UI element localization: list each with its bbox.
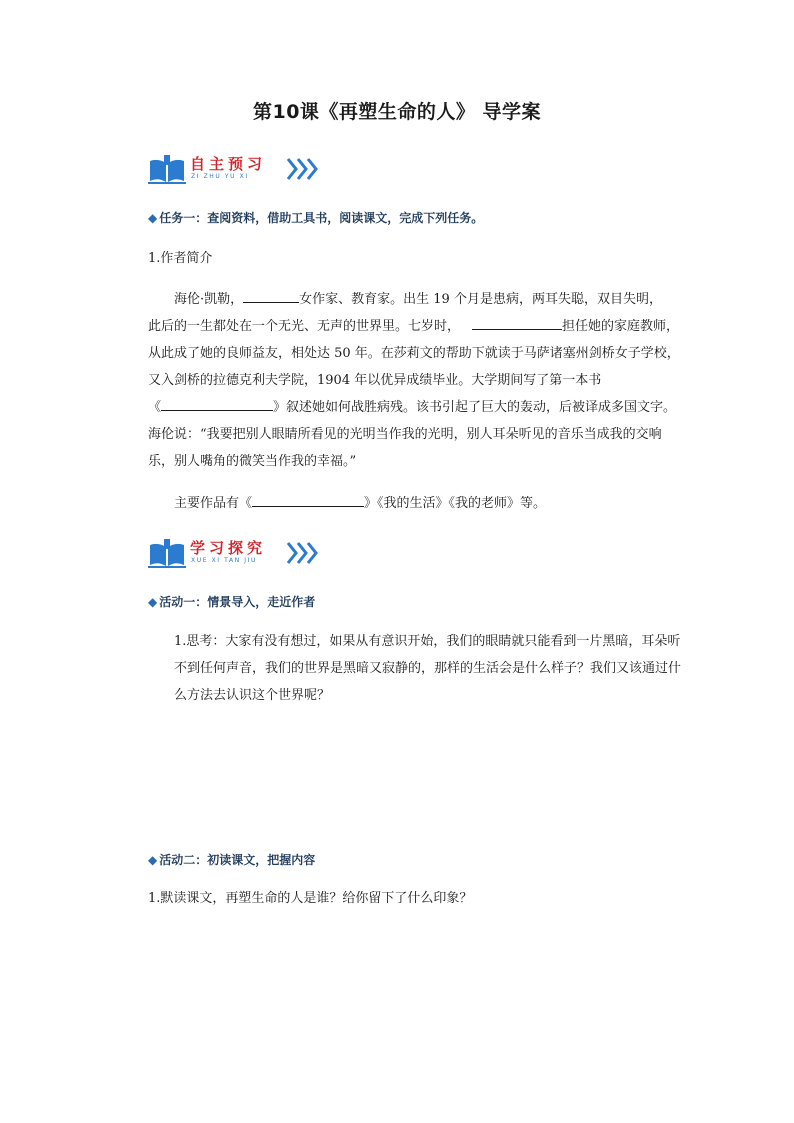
page-title: 第10课《再塑生命的人》 导学案 bbox=[252, 101, 542, 123]
activity-two-question: 1.默读课文，再塑生命的人是谁？给你留下了什么印象？ bbox=[148, 891, 473, 906]
triple-chevron-icon bbox=[286, 157, 320, 181]
blank-nationality[interactable] bbox=[243, 288, 299, 303]
major-works: 主要作品有《 》《我的生活》《我的老师》等。 bbox=[148, 490, 674, 517]
section-banner-preview bbox=[148, 153, 328, 189]
section-pinyin: ZI ZHU YU XI bbox=[191, 173, 249, 180]
open-book-icon bbox=[148, 155, 186, 185]
blank-teacher[interactable] bbox=[472, 315, 562, 330]
item-author-intro: 1.作者简介 bbox=[148, 251, 213, 266]
diamond-icon: ◆ bbox=[148, 211, 158, 225]
author-bio: 海伦·凯勒， 女作家、教育家。出生 19 个月是患病，两耳失聪，双目失明， 此后的一生都处在一个无光、无声的世界里。七岁时， 担任她的家庭教师， 从此成了她的良师益友，相处达 50 年。在莎莉文的帮助下就读于马萨诸塞州剑桥女子学校， 又入剑桥的拉德克利夫学院，1904 年以优异成绩毕业。大学期间写了第一本书 《 》叙述她如何战胜病残。该书引起了巨大的轰动，后被译成多国文字。 海伦说：“我要把别人眼睛所看见的光明当作我的光明，别人耳朵听见的音乐当成我的交响 乐，别人嘴角的微笑当作我的幸福。” bbox=[148, 286, 648, 475]
section-pinyin: XUE XI TAN JIU bbox=[191, 557, 258, 564]
open-book-icon bbox=[148, 539, 186, 569]
section-title: 学习探究 bbox=[190, 539, 267, 557]
activity-one-heading: ◆ 活动一：情景导入，走近作者 bbox=[148, 595, 316, 609]
diamond-icon: ◆ bbox=[148, 595, 158, 609]
activity-two-heading: ◆ 活动二：初读课文，把握内容 bbox=[148, 853, 316, 867]
section-banner-explore bbox=[148, 537, 328, 573]
blank-first-book[interactable] bbox=[161, 396, 273, 411]
task-one-heading: ◆ 任务一：查阅资料，借助工具书，阅读课文，完成下列任务。 bbox=[148, 211, 484, 225]
triple-chevron-icon bbox=[286, 541, 320, 565]
section-title: 自主预习 bbox=[190, 155, 267, 173]
activity-one-question: 1.思考：大家有没有想过，如果从有意识开始，我们的眼睛就只能看到一片黑暗，耳朵听不到任何声音，我们的世界是黑暗又寂静的，那样的生活会是什么样子？我们又该通过什么方法去认识这个世界呢？ bbox=[174, 634, 682, 703]
diamond-icon: ◆ bbox=[148, 853, 158, 867]
blank-major-work[interactable] bbox=[252, 492, 364, 507]
